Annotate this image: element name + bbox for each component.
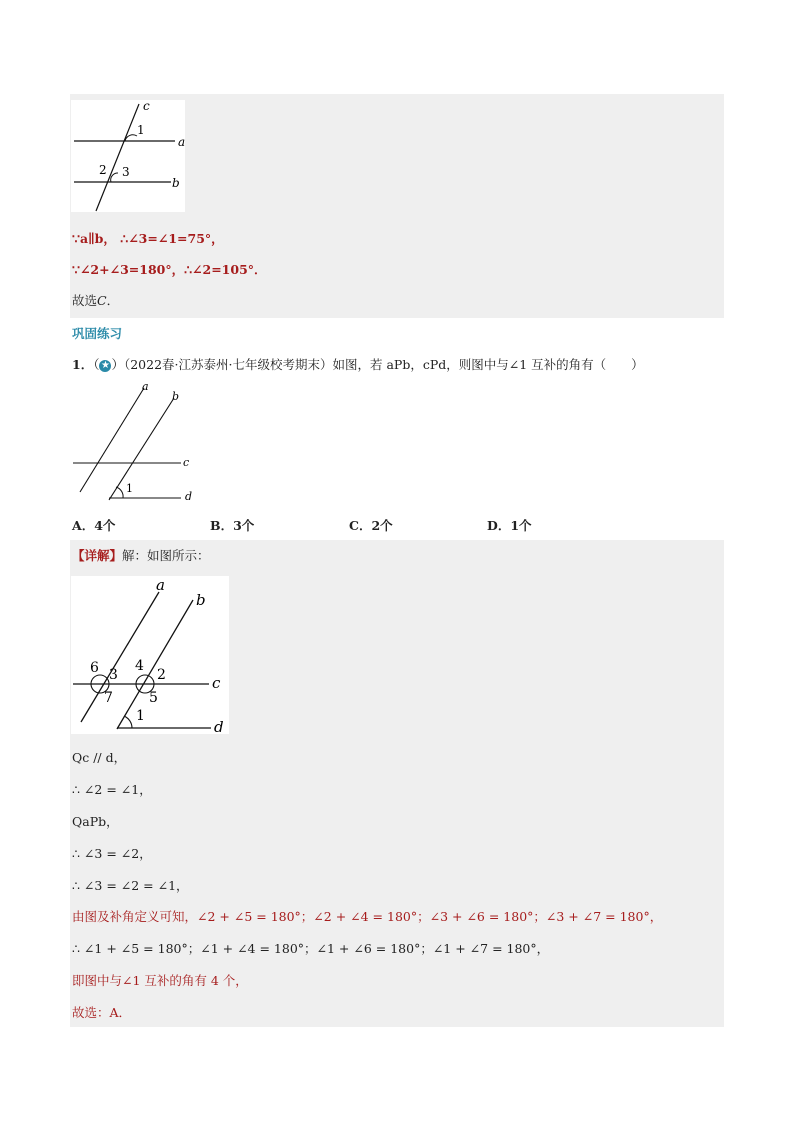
option-c[interactable]: C．2个 [349,518,393,533]
answer-step-3: QaPb， [72,814,119,829]
fig-label-d: d [214,718,224,734]
fig-label-a: a [156,576,165,594]
fig-label-c: c [212,674,221,692]
fig-label-c: c [183,456,190,469]
fig-label-b: b [172,176,180,190]
fig-label-6: 6 [90,660,99,676]
star-icon: ★ [100,360,110,371]
answer-figure [71,576,229,734]
answer-step-6: 由图及补角定义可知，∠2 + ∠5 = 180°；∠2 + ∠4 = 180°；∠3 + ∠6 = 180°；∠3 + ∠7 = 180°， [72,909,663,924]
question-source: （2022春·江苏泰州·七年级校考期末） [123,357,333,372]
question-line [72,357,644,373]
answer-intro: 解：如图所示： [122,548,210,563]
answer-final: 故选：A． [72,1005,132,1020]
question-figure [71,380,196,505]
fig-label-7: 7 [104,690,113,706]
answer-step-1: Qc // d， [72,750,127,765]
answer-intro-line [72,548,210,564]
fig-label-1: 1 [136,708,145,724]
fig-label-3: 3 [109,667,118,683]
detail-tag: 【详解】 [72,548,123,563]
answer-step-2: ∴ ∠2 = ∠1， [72,782,152,797]
section-title: 巩固练习 [72,326,123,341]
fig-label-b: b [196,591,206,609]
option-d[interactable]: D．1个 [487,518,532,533]
answer-step-7: ∴ ∠1 + ∠5 = 180°；∠1 + ∠4 = 180°；∠1 + ∠6 = 180°；∠1 + ∠7 = 180°， [72,941,550,956]
prev-step-1: ∵a∥b， ∴∠3=∠1=75°， [72,231,224,246]
fig-label-c: c [143,100,150,113]
fig-label-1: 1 [137,123,145,137]
fig-label-a: a [142,380,149,393]
question-star-wrap: （ ★ ） [93,357,124,372]
fig-label-a: a [178,135,185,149]
conclude-suffix: ． [106,293,120,308]
fig-label-b: b [172,390,180,403]
prev-step-2: ∵∠2+∠3=180°，∴∠2=105°． [72,262,267,277]
fig-label-2: 2 [99,163,107,177]
option-b[interactable]: B．3个 [210,518,255,533]
fig-label-5: 5 [149,690,158,706]
conclude-choice: C [97,293,107,308]
answer-step-8: 即图中与∠1 互补的角有 4 个， [72,973,248,988]
fig-label-3: 3 [122,165,130,179]
fig-label-1: 1 [126,482,133,495]
fig-label-2: 2 [157,667,166,683]
option-a[interactable]: A．4个 [72,518,116,533]
question-text: 如图，若 aPb，cPd，则图中与∠1 互补的角有（ ） [332,357,644,372]
question-number: 1． [72,357,94,372]
fig-label-d: d [185,490,193,503]
fig-label-4: 4 [135,658,144,674]
prev-conclusion [72,293,119,309]
prev-figure [71,100,185,212]
answer-step-4: ∴ ∠3 = ∠2， [72,846,152,861]
conclude-prefix: 故选 [72,293,98,308]
answer-step-5: ∴ ∠3 = ∠2 = ∠1， [72,878,189,893]
